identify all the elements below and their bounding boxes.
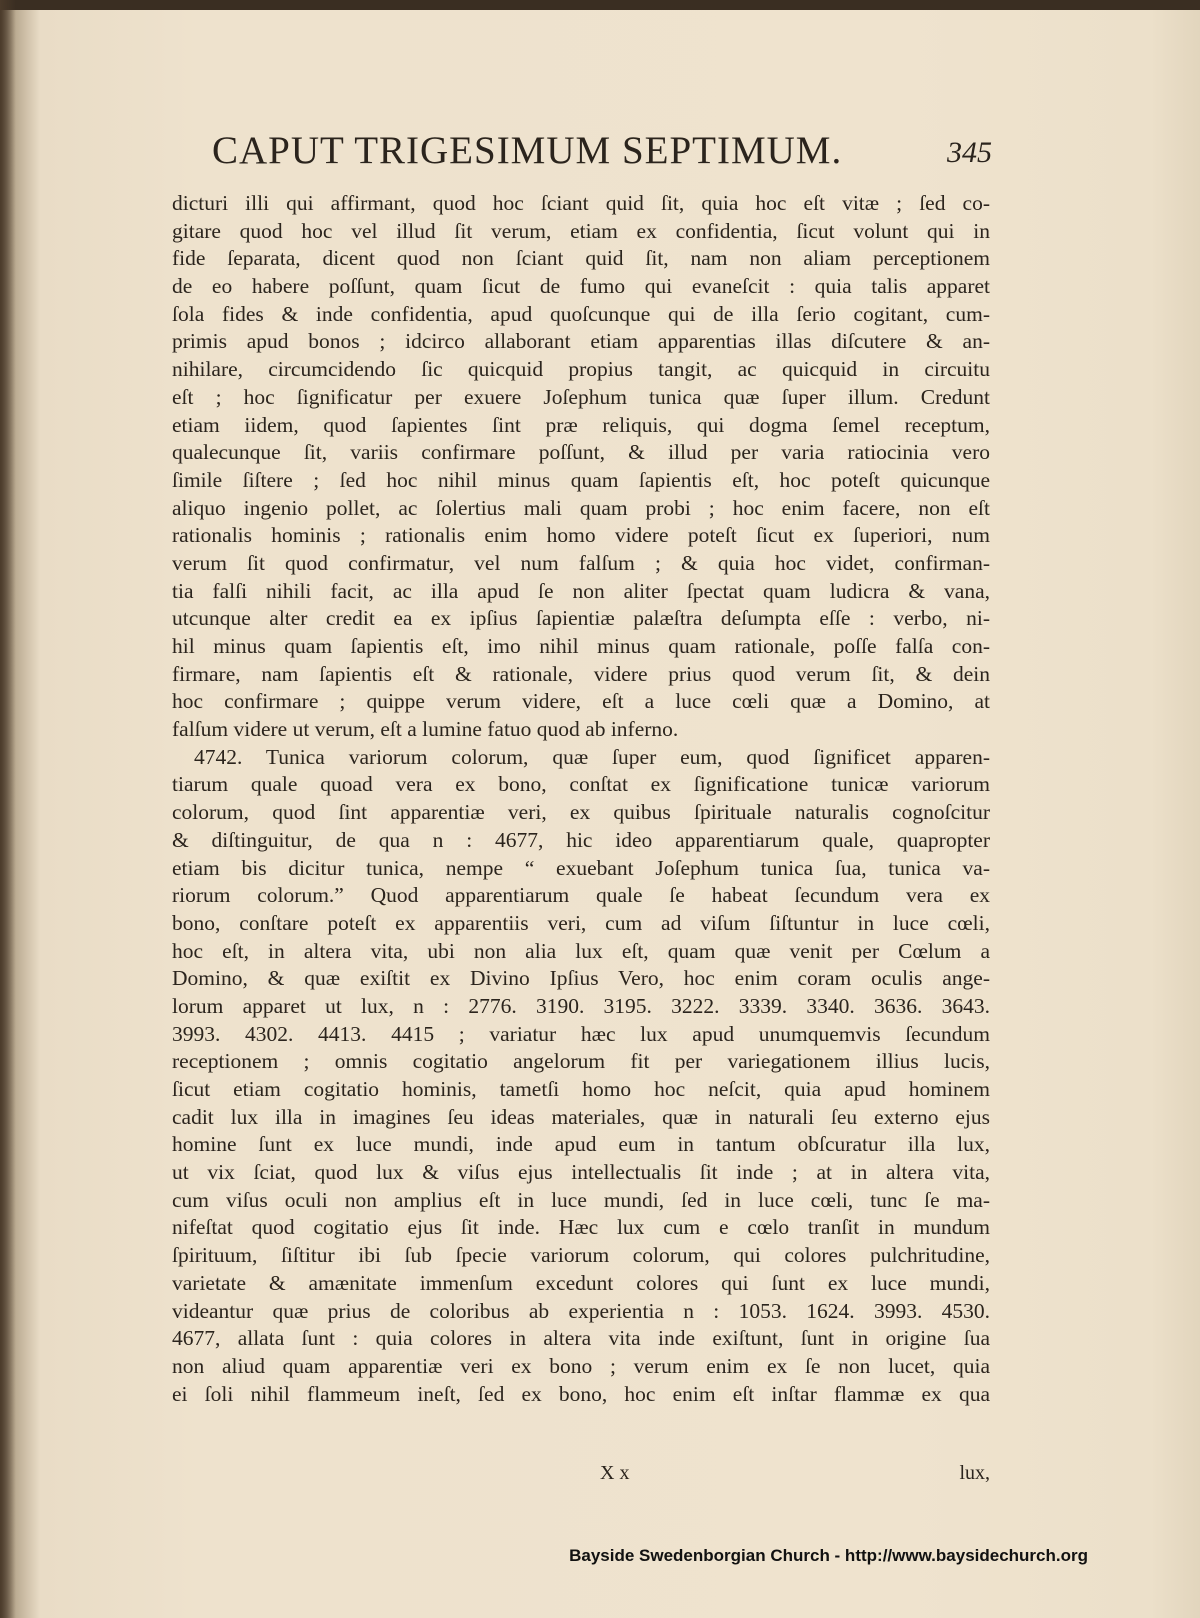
text-line: 3993. 4302. 4413. 4415 ; variatur hæc lux apud unumquemvis ſecundum	[172, 1021, 990, 1046]
text-line: 4677, allata ſunt : quia colores in altera vita inde exiſtunt, ſunt in origine ſua	[172, 1326, 990, 1351]
page-footer	[172, 1462, 990, 1492]
text-line: hoc eſt, in altera vita, ubi non alia lux eſt, quam quæ venit per Cœlum a	[172, 938, 990, 963]
text-line: eſt ; hoc ſignificatur per exuere Joſephum tunica quæ ſuper illum. Credunt	[172, 384, 990, 409]
text-line: etiam iidem, quod ſapientes ſint præ reliquis, qui dogma ſemel receptum,	[172, 412, 990, 437]
text-line: primis apud bonos ; idcirco allaborant etiam apparentias illas diſcutere & an-	[172, 329, 990, 354]
page-number: 345	[947, 136, 992, 169]
text-line: ſicut etiam cogitatio hominis, tametſi homo hoc neſcit, quia apud hominem	[172, 1077, 990, 1101]
text-line: gitare quod hoc vel illud ſit verum, etiam ex confidentia, ſicut volunt qui in	[172, 218, 990, 243]
text-line: qualecunque ſit, variis confirmare poſſunt, & illud per varia ratiocinia vero	[172, 440, 990, 465]
text-line: ſpirituum, ſiſtitur ibi ſub ſpecie variorum colorum, qui colores pulchritudine,	[172, 1243, 990, 1268]
text-line: ſimile ſiſtere ; ſed hoc nihil minus quam ſapientis eſt, hoc poteſt quicunque	[172, 467, 990, 492]
text-line: varietate & amænitate immenſum excedunt colores qui ſunt ex luce mundi,	[172, 1270, 990, 1295]
text-line: bono, conſtare poteſt ex apparentiis veri, cum ad viſum ſiſtuntur in luce cœli,	[172, 910, 990, 935]
text-line: firmare, nam ſapientis eſt & rationale, videre prius quod verum ſit, & dein	[172, 661, 990, 686]
text-line: videantur quæ prius de coloribus ab experientia n : 1053. 1624. 3993. 4530.	[172, 1298, 990, 1323]
text-line: cadit lux illa in imagines ſeu ideas materiales, quæ in naturali ſeu externo ejus	[172, 1104, 990, 1129]
body-text	[172, 190, 990, 1408]
catchword: lux,	[959, 1462, 990, 1484]
chapter-title: CAPUT TRIGESIMUM SEPTIMUM.	[212, 129, 843, 172]
text-line: ſola fides & inde confidentia, apud quoſcunque qui de illa ſerio cogitant, cum-	[172, 301, 990, 326]
text-line: ut vix ſciat, quod lux & viſus ejus intellectualis ſit inde ; at in altera vita,	[172, 1160, 990, 1185]
text-line: tiarum quale quoad vera ex bono, conſtat ex ſignificatione tunicæ variorum	[172, 772, 990, 797]
text-line: hil minus quam ſapientis eſt, imo nihil minus quam rationale, poſſe falſa con-	[172, 634, 990, 658]
text-line: colorum, quod ſint apparentiæ veri, ex quibus ſpirituale naturalis cognoſcitur	[172, 800, 990, 825]
paragraph-start-4742: 4742. Tunica variorum colorum, quæ ſuper eum, quod ſignificet apparen-	[194, 744, 990, 769]
text-line: cum viſus oculi non amplius eſt in luce mundi, ſed in luce cœli, tunc ſe ma-	[172, 1187, 990, 1212]
book-spine-shadow	[0, 0, 16, 1618]
text-line: hoc confirmare ; quippe verum videre, eſt a luce cœli quæ a Domino, at	[172, 689, 990, 714]
text-line: fide ſeparata, dicent quod non ſciant quid ſit, nam non aliam perceptionem	[172, 246, 990, 271]
text-line: riorum colorum.” Quod apparentiarum quale ſe habeat ſecundum vera ex	[172, 883, 990, 908]
text-line: verum ſit quod confirmatur, vel num falſum ; & quia hoc videt, confirman-	[172, 550, 990, 575]
text-line: nihilare, circumcidendo ſic quicquid propius tangit, ac quicquid in circuitu	[172, 357, 990, 382]
text-line: tia falſi nihili facit, ac illa apud ſe non aliter ſpectat quam ludicra & vana,	[172, 578, 990, 603]
text-line: lorum apparet ut lux, n : 2776. 3190. 3195. 3222. 3339. 3340. 3636. 3643.	[172, 993, 990, 1018]
text-line: falſum videre ut verum, eſt a lumine fatuo quod ab inferno.	[172, 717, 679, 742]
text-line: & diſtinguitur, de qua n : 4677, hic ideo apparentiarum quale, quapropter	[172, 827, 990, 852]
text-line: receptionem ; omnis cogitatio angelorum fit per variegationem illius lucis,	[172, 1049, 990, 1074]
text-line: rationalis hominis ; rationalis enim homo videre poteſt ſicut ex ſuperiori, num	[172, 523, 990, 548]
text-line: homine ſunt ex luce mundi, inde apud eum in tantum obſcuratur illa lux,	[172, 1132, 990, 1157]
text-line: nifeſtat quod cogitatio ejus ſit inde. Hæc lux cum e cœlo tranſit in mundum	[172, 1215, 990, 1240]
text-line: de eo habere poſſunt, quam ſicut de fumo qui evaneſcit : quia talis apparet	[172, 274, 990, 299]
text-line: ei ſoli nihil flammeum ineſt, ſed ex bono, hoc enim eſt inſtar flammæ ex qua	[172, 1381, 990, 1406]
text-line: Domino, & quæ exiſtit ex Divino Ipſius Vero, hoc enim coram oculis ange-	[172, 966, 990, 991]
text-line: etiam bis dicitur tunica, nempe “ exuebant Joſephum tunica ſua, tunica va-	[172, 855, 990, 880]
text-line: utcunque alter credit ea ex ipſius ſapientiæ palæſtra deſumpta eſſe : verbo, ni-	[172, 606, 990, 631]
watermark-credit: Bayside Swedenborgian Church - http://www.baysidechurch.org	[569, 1546, 1088, 1565]
text-line: non aliud quam apparentiæ veri ex bono ; verum enim ex ſe non lucet, quia	[172, 1353, 990, 1378]
text-line: dicturi illi qui affirmant, quod hoc ſciant quid ſit, quia hoc eſt vitæ ; ſed co-	[172, 191, 990, 215]
page-top-edge	[0, 0, 1200, 10]
text-line: aliquo ingenio pollet, ac ſolertius mali quam probi ; hoc enim facere, non eſt	[172, 495, 990, 520]
signature-mark: X x	[600, 1462, 630, 1484]
running-head	[212, 128, 992, 184]
